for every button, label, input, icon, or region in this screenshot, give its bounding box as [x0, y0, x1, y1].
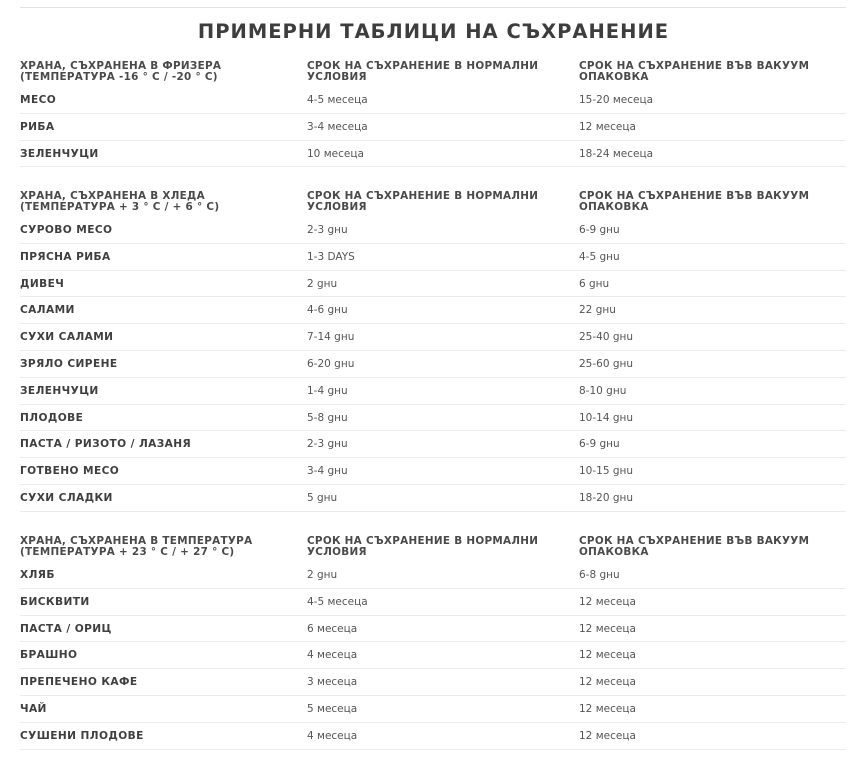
- table-header: [20, 61, 846, 87]
- table-row: [20, 485, 846, 512]
- table-row: [20, 297, 846, 324]
- header-normal-col: СРОК НА СЪХРАНЕНИЕ В НОРМАЛНИ УСЛОВИЯ: [307, 535, 539, 558]
- table-row: [20, 271, 846, 298]
- normal-duration: 3-4 месеца: [307, 120, 368, 133]
- table-row: [20, 405, 846, 432]
- header-food-col: ХРАНА, СЪХРАНЕНА В ФРИЗЕРА (ТЕМПЕРАТУРА -16 ° C / -20 ° C): [20, 60, 222, 83]
- vacuum-duration: 25-40 gнu: [579, 331, 634, 344]
- food-name: ЧАЙ: [20, 702, 47, 715]
- table-header: [20, 191, 846, 217]
- normal-duration: 1-4 gнu: [307, 384, 348, 397]
- table-row: [20, 378, 846, 405]
- table-row: [20, 141, 846, 168]
- table-header: [20, 536, 846, 562]
- food-name: СУХИ САЛАМИ: [20, 331, 114, 344]
- freezer-table: [20, 61, 846, 167]
- header-normal-col: СРОК НА СЪХРАНЕНИЕ В НОРМАЛНИ УСЛОВИЯ: [307, 60, 539, 83]
- normal-duration: 2-3 gнu: [307, 224, 348, 236]
- normal-duration: 2-3 gнu: [307, 438, 348, 451]
- vacuum-duration: 12 месеца: [579, 676, 636, 689]
- room-temp-table: [20, 536, 846, 750]
- vacuum-duration: 18-20 gнu: [579, 491, 634, 504]
- food-name: ПАСТА / ОРИЦ: [20, 622, 112, 635]
- vacuum-duration: 10-15 gнu: [579, 465, 634, 478]
- page-title: ПРИМЕРНИ ТАБЛИЦИ НА СЪХРАНЕНИЕ: [197, 20, 670, 43]
- header-food-col: ХРАНА, СЪХРАНЕНА В ХЛЕДА (ТЕМПЕРАТУРА + 3 ° C / + 6 ° C): [20, 190, 220, 213]
- normal-duration: 3-4 gнu: [307, 465, 348, 478]
- normal-duration: 4-6 gнu: [307, 304, 348, 317]
- table-row: [20, 431, 846, 458]
- food-name: ПРЕПЕЧЕНО КАФЕ: [20, 676, 138, 689]
- table-row: [20, 458, 846, 485]
- normal-duration: 4-5 месеца: [307, 595, 368, 608]
- normal-duration: 7-14 gнu: [307, 331, 355, 344]
- food-name: ЗЕЛЕНЧУЦИ: [20, 147, 99, 160]
- food-name: БИСКВИТИ: [20, 595, 90, 608]
- vacuum-duration: 22 gнu: [579, 304, 616, 317]
- vacuum-duration: 6-8 gнu: [579, 569, 620, 581]
- vacuum-duration: 6-9 gнu: [579, 438, 620, 451]
- vacuum-duration: 15-20 месеца: [579, 94, 654, 106]
- normal-duration: 10 месеца: [307, 147, 364, 160]
- vacuum-duration: 12 месеца: [579, 595, 636, 608]
- food-name: БРАШНО: [20, 649, 78, 662]
- food-name: СУХИ СЛАДКИ: [20, 491, 113, 504]
- vacuum-duration: 4-5 gнu: [579, 250, 620, 263]
- table-row: [20, 351, 846, 378]
- normal-duration: 5 gнu: [307, 491, 338, 504]
- table-row: [20, 244, 846, 271]
- top-divider: [20, 7, 846, 8]
- food-name: ПЛОДОВЕ: [20, 411, 84, 424]
- food-name: ГОТВЕНО МЕСО: [20, 465, 120, 478]
- fridge-table: [20, 191, 846, 512]
- table-row: [20, 87, 846, 114]
- vacuum-duration: 12 месеца: [579, 649, 636, 662]
- table-row: [20, 642, 846, 669]
- food-name: РИБА: [20, 120, 55, 133]
- table-row: [20, 589, 846, 616]
- food-name: ПАСТА / РИЗОТО / ЛАЗАНЯ: [20, 438, 192, 451]
- vacuum-duration: 25-60 gнu: [579, 357, 634, 370]
- food-name: СУРОВО МЕСО: [20, 224, 113, 236]
- header-vacuum-col: СРОК НА СЪХРАНЕНИЕ ВЪВ ВАКУУМ ОПАКОВКА: [579, 60, 810, 83]
- header-food-col: ХРАНА, СЪХРАНЕНА В ТЕМПЕРАТУРА (ТЕМПЕРАТУРА + 23 ° C / + 27 ° C): [20, 535, 253, 558]
- vacuum-duration: 12 месеца: [579, 702, 636, 715]
- vacuum-duration: 12 месеца: [579, 120, 636, 133]
- table-row: [20, 217, 846, 244]
- normal-duration: 6-20 gнu: [307, 357, 355, 370]
- food-name: ХЛЯБ: [20, 569, 55, 581]
- vacuum-duration: 12 месеца: [579, 622, 636, 635]
- table-row: [20, 696, 846, 723]
- normal-duration: 3 месеца: [307, 676, 358, 689]
- header-vacuum-col: СРОК НА СЪХРАНЕНИЕ ВЪВ ВАКУУМ ОПАКОВКА: [579, 535, 810, 558]
- normal-duration: 2 gнu: [307, 569, 338, 581]
- food-name: МЕСО: [20, 94, 57, 106]
- normal-duration: 5 месеца: [307, 702, 358, 715]
- normal-duration: 4 месеца: [307, 649, 358, 662]
- header-vacuum-col: СРОК НА СЪХРАНЕНИЕ ВЪВ ВАКУУМ ОПАКОВКА: [579, 190, 810, 213]
- table-row: [20, 562, 846, 589]
- vacuum-duration: 12 месеца: [579, 729, 636, 742]
- table-row: [20, 723, 846, 750]
- table-row: [20, 616, 846, 643]
- vacuum-duration: 6 gнu: [579, 277, 610, 290]
- food-name: СУШЕНИ ПЛОДОВЕ: [20, 729, 144, 742]
- header-normal-col: СРОК НА СЪХРАНЕНИЕ В НОРМАЛНИ УСЛОВИЯ: [307, 190, 539, 213]
- vacuum-duration: 8-10 gнu: [579, 384, 627, 397]
- vacuum-duration: 18-24 месеца: [579, 147, 654, 160]
- table-row: [20, 114, 846, 141]
- normal-duration: 1-3 DAYS: [307, 250, 355, 263]
- vacuum-duration: 10-14 gнu: [579, 411, 634, 424]
- vacuum-duration: 6-9 gнu: [579, 224, 620, 236]
- food-name: ЗРЯЛО СИРЕНЕ: [20, 357, 118, 370]
- table-row: [20, 324, 846, 351]
- normal-duration: 4-5 месеца: [307, 94, 368, 106]
- normal-duration: 6 месеца: [307, 622, 358, 635]
- food-name: ДИВЕЧ: [20, 277, 65, 290]
- food-name: ЗЕЛЕНЧУЦИ: [20, 384, 99, 397]
- normal-duration: 5-8 gнu: [307, 411, 348, 424]
- normal-duration: 2 gнu: [307, 277, 338, 290]
- normal-duration: 4 месеца: [307, 729, 358, 742]
- table-row: [20, 669, 846, 696]
- food-name: САЛАМИ: [20, 304, 75, 317]
- food-name: ПРЯСНА РИБА: [20, 250, 111, 263]
